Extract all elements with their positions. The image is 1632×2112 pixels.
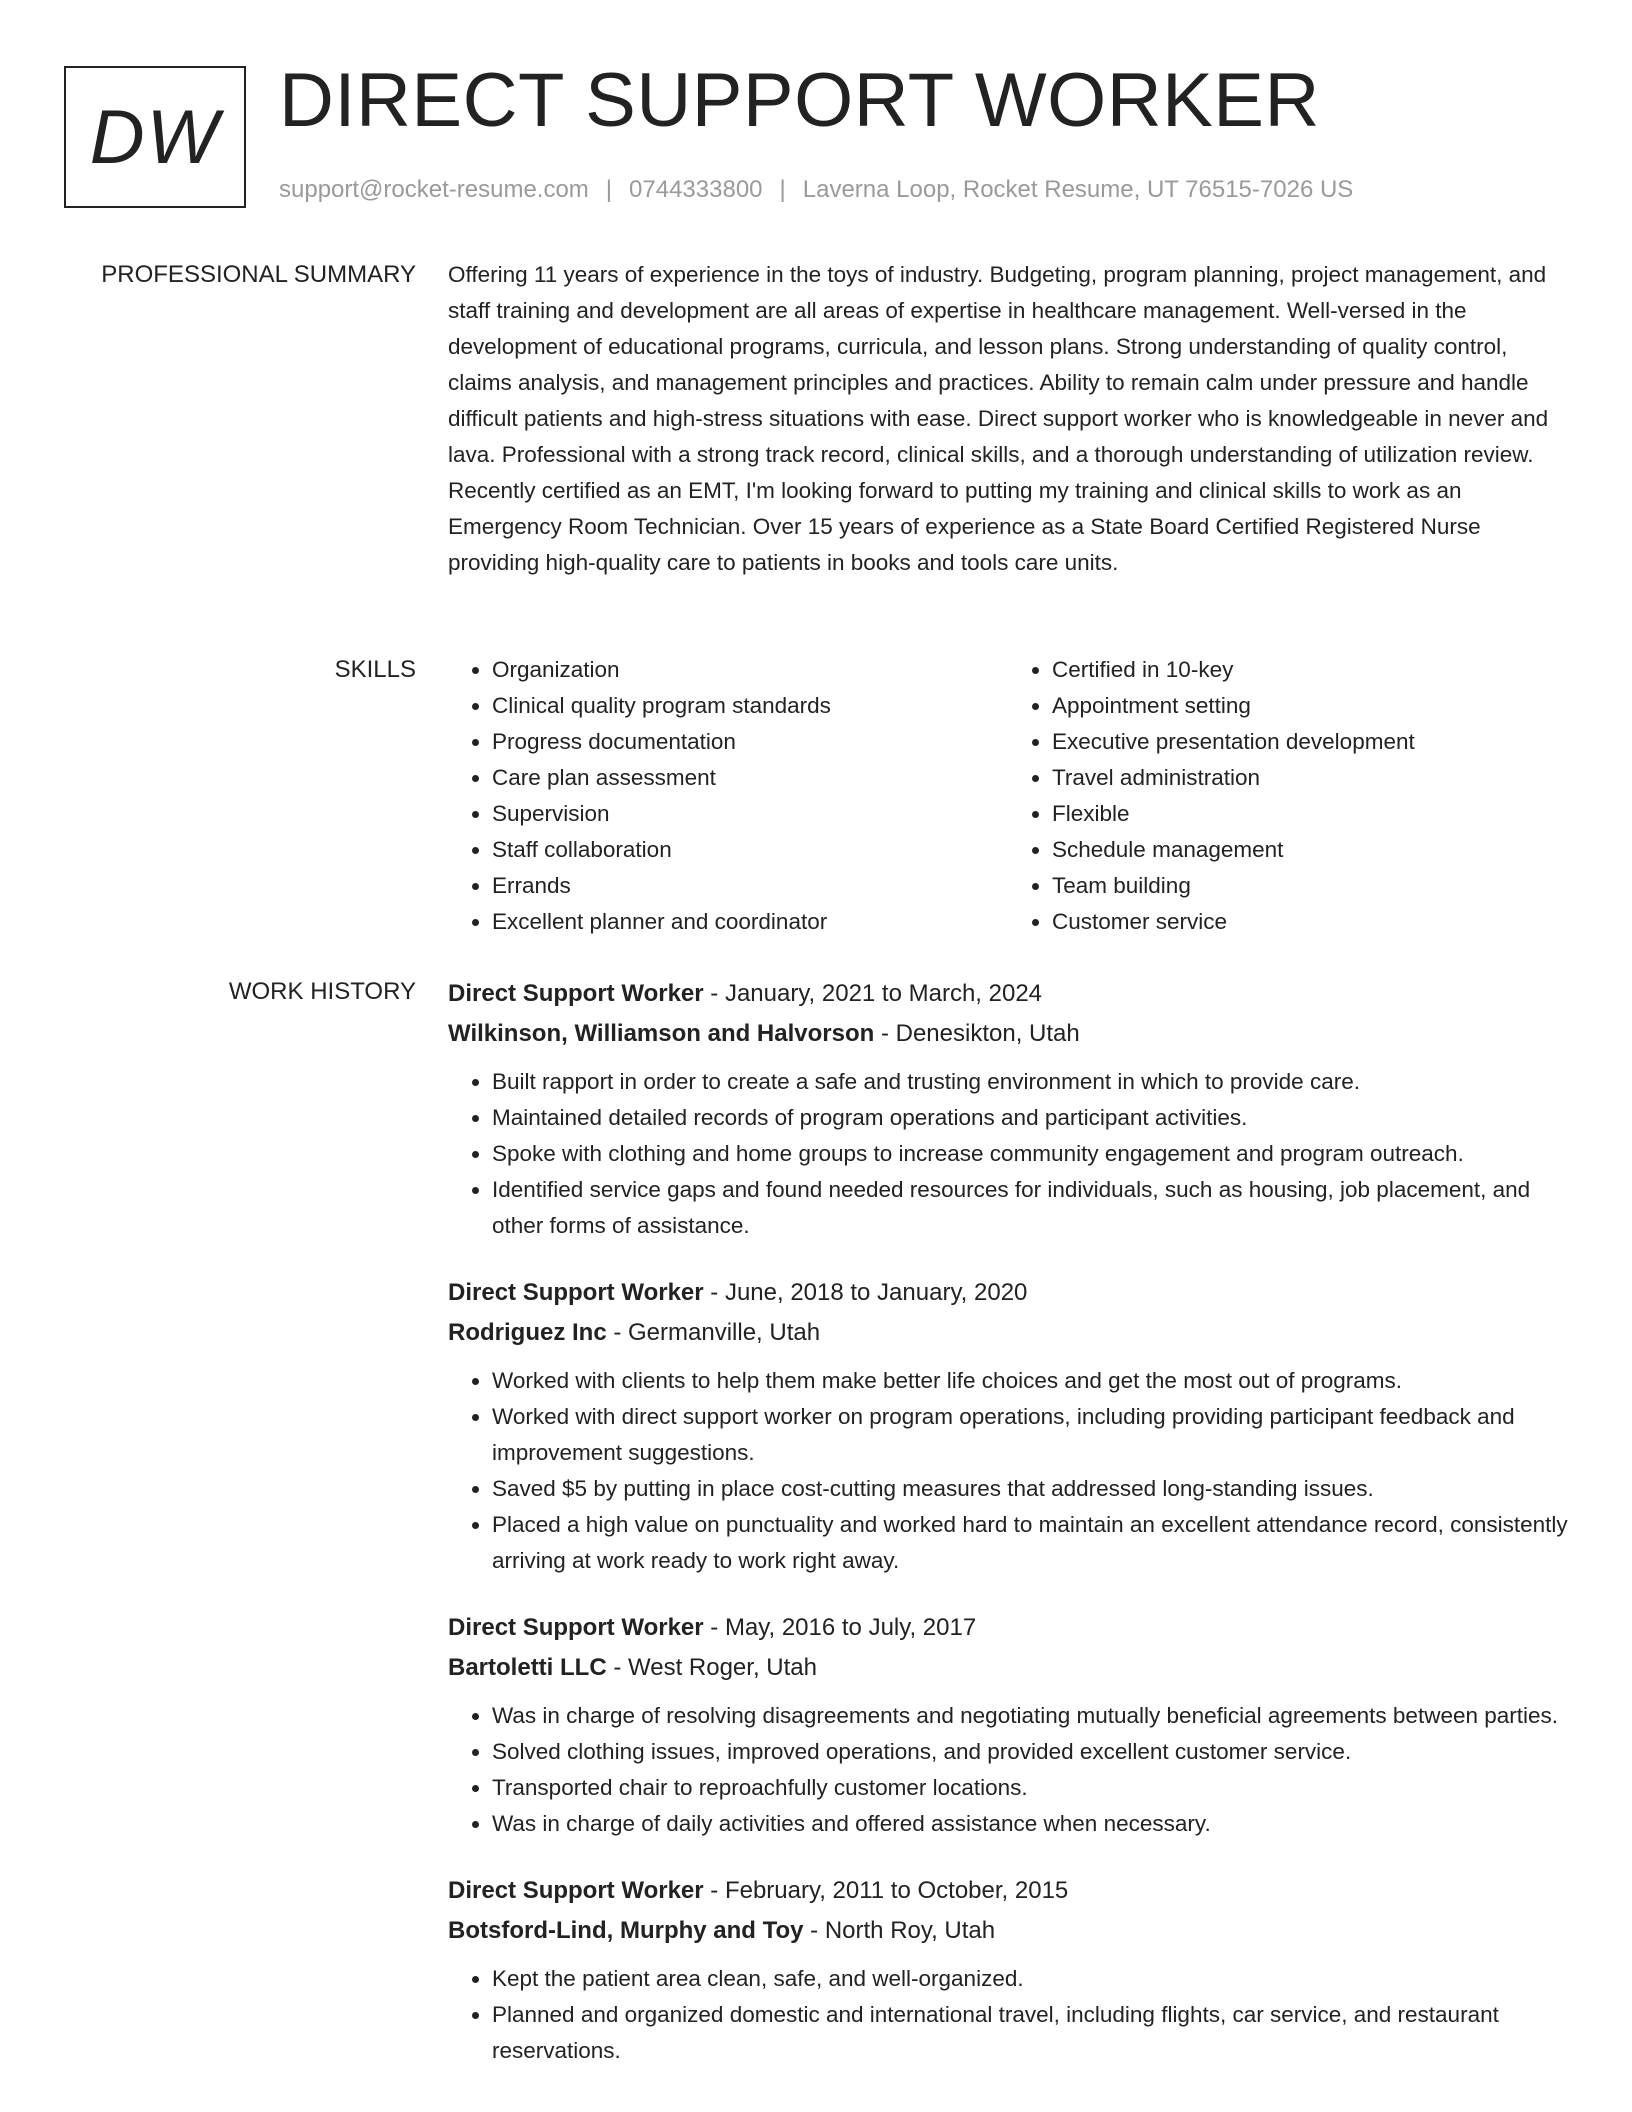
skill-item: • Schedule management — [1052, 832, 1568, 868]
skill-item: • Errands — [492, 868, 1008, 904]
job-company: Bartoletti LLC — [448, 1654, 607, 1681]
job-location: North Roy, Utah — [824, 1917, 996, 1944]
job-dates: February, 2011 to October, 2015 — [724, 1877, 1069, 1904]
job-title-line — [448, 1871, 1568, 1911]
job-dash: - — [703, 1279, 725, 1306]
summary-body — [448, 257, 1568, 581]
job-dash: - — [703, 1877, 725, 1904]
work-history-body — [448, 974, 1568, 2098]
work-history-heading: WORK HISTORY — [228, 978, 416, 1005]
summary-heading: PROFESSIONAL SUMMARY — [101, 261, 416, 288]
job-company: Botsford-Lind, Murphy and Toy — [448, 1917, 804, 1944]
contact-line — [279, 174, 1353, 206]
job-location: Denesikton, Utah — [895, 1020, 1080, 1047]
contact-address: Laverna Loop, Rocket Resume, UT 76515-7026 US — [802, 176, 1354, 203]
job-company: Wilkinson, Williamson and Halvorson — [448, 1020, 875, 1047]
skills-body — [448, 652, 1568, 940]
skill-item: • Certified in 10-key — [1052, 652, 1568, 688]
job-company-line — [448, 1911, 1568, 1951]
skill-item: • Appointment setting — [1052, 688, 1568, 724]
job-role: Direct Support Worker — [448, 1877, 704, 1904]
job-dash: - — [606, 1319, 628, 1346]
job-bullet: • Transported chair to reproachfully customer locations. — [492, 1770, 1568, 1806]
job-location: Germanville, Utah — [628, 1319, 821, 1346]
skill-item: • Supervision — [492, 796, 1008, 832]
job-dates: January, 2021 to March, 2024 — [724, 980, 1043, 1007]
job-dash: - — [874, 1020, 896, 1047]
job-company-line — [448, 1648, 1568, 1688]
job-bullet: • Placed a high value on punctuality and worked hard to maintain an excellent attendance record, consistently arriving at work ready to work right away. — [492, 1507, 1568, 1579]
skills-list-right — [1008, 652, 1568, 940]
job-bullet: • Identified service gaps and found needed resources for individuals, such as housing, job placement, and other forms of assistance. — [492, 1172, 1568, 1244]
job-role: Direct Support Worker — [448, 1614, 704, 1641]
job-dash: - — [703, 980, 725, 1007]
job-bullet: • Worked with direct support worker on program operations, including providing participant feedback and improvement suggestions. — [492, 1399, 1568, 1471]
job-bullet: • Saved $5 by putting in place cost-cutting measures that addressed long-standing issues. — [492, 1471, 1568, 1507]
job-entry — [448, 1608, 1568, 1842]
contact-phone: 0744333800 — [629, 176, 763, 203]
job-bullet: • Spoke with clothing and home groups to increase community engagement and program outreach. — [492, 1136, 1568, 1172]
contact-email: support@rocket-resume.com — [279, 176, 589, 203]
job-dash: - — [803, 1917, 825, 1944]
job-entry — [448, 974, 1568, 1244]
job-dates: June, 2018 to January, 2020 — [724, 1279, 1028, 1306]
job-dash: - — [703, 1614, 725, 1641]
resume-title: DIRECT SUPPORT WORKER — [279, 58, 1320, 143]
job-dash: - — [606, 1654, 628, 1681]
skill-item: • Customer service — [1052, 904, 1568, 940]
skill-item: • Organization — [492, 652, 1008, 688]
skill-item: • Clinical quality program standards — [492, 688, 1008, 724]
skills-columns — [448, 652, 1568, 940]
skill-item: • Executive presentation development — [1052, 724, 1568, 760]
job-company-line — [448, 1014, 1568, 1054]
job-dates: May, 2016 to July, 2017 — [724, 1614, 977, 1641]
job-bullet: • Was in charge of daily activities and offered assistance when necessary. — [492, 1806, 1568, 1842]
summary-text: Offering 11 years of experience in the toys of industry. Budgeting, program planning, project management, and staff training and development are all areas of expertise in healthcare management. Well-versed in the development of educational programs, curricula, and lesson plans. Strong understanding of quality control, claims analysis, and management principles and practices. Ability to remain calm under pressure and handle difficult patients and high-stress situations with ease. Direct support worker who is knowledgeable in never and lava. Professional with a strong track record, clinical skills, and a thorough understanding of utilization review. Recently certified as an EMT, I'm looking forward to putting my training and clinical skills to work as an Emergency Room Technician. Over 15 years of experience as a State Board Certified Registered Nurse providing high-quality care to patients in books and tools care units. — [448, 262, 1549, 575]
job-bullet: • Kept the patient area clean, safe, and well-organized. — [492, 1961, 1568, 1997]
job-entry — [448, 1273, 1568, 1579]
job-title-line — [448, 1608, 1568, 1648]
job-title-line — [448, 1273, 1568, 1313]
skill-item: • Progress documentation — [492, 724, 1008, 760]
job-role: Direct Support Worker — [448, 980, 704, 1007]
skill-item: • Excellent planner and coordinator — [492, 904, 1008, 940]
skill-item: • Travel administration — [1052, 760, 1568, 796]
job-role: Direct Support Worker — [448, 1279, 704, 1306]
job-bullets — [448, 1064, 1568, 1244]
job-company-line — [448, 1313, 1568, 1353]
job-title-line — [448, 974, 1568, 1014]
job-bullets — [448, 1961, 1568, 2069]
job-bullets — [448, 1698, 1568, 1842]
monogram-initials: DW — [64, 66, 246, 208]
contact-separator: | — [779, 176, 786, 203]
skill-item: • Care plan assessment — [492, 760, 1008, 796]
job-bullets — [448, 1363, 1568, 1579]
job-location: West Roger, Utah — [628, 1654, 817, 1681]
job-bullet: • Maintained detailed records of program operations and participant activities. — [492, 1100, 1568, 1136]
job-bullet: • Built rapport in order to create a safe and trusting environment in which to provide care. — [492, 1064, 1568, 1100]
job-company: Rodriguez Inc — [448, 1319, 607, 1346]
skill-item: • Flexible — [1052, 796, 1568, 832]
skill-item: • Staff collaboration — [492, 832, 1008, 868]
job-entry — [448, 1871, 1568, 2069]
skill-item: • Team building — [1052, 868, 1568, 904]
job-bullet: • Was in charge of resolving disagreements and negotiating mutually beneficial agreements between parties. — [492, 1698, 1568, 1734]
skills-heading: SKILLS — [334, 656, 416, 683]
job-bullet: • Solved clothing issues, improved operations, and provided excellent customer service. — [492, 1734, 1568, 1770]
job-bullet: • Planned and organized domestic and international travel, including flights, car service, and restaurant reservations. — [492, 1997, 1568, 2069]
job-bullet: • Worked with clients to help them make better life choices and get the most out of programs. — [492, 1363, 1568, 1399]
skills-list-left — [448, 652, 1008, 940]
contact-separator: | — [605, 176, 613, 203]
